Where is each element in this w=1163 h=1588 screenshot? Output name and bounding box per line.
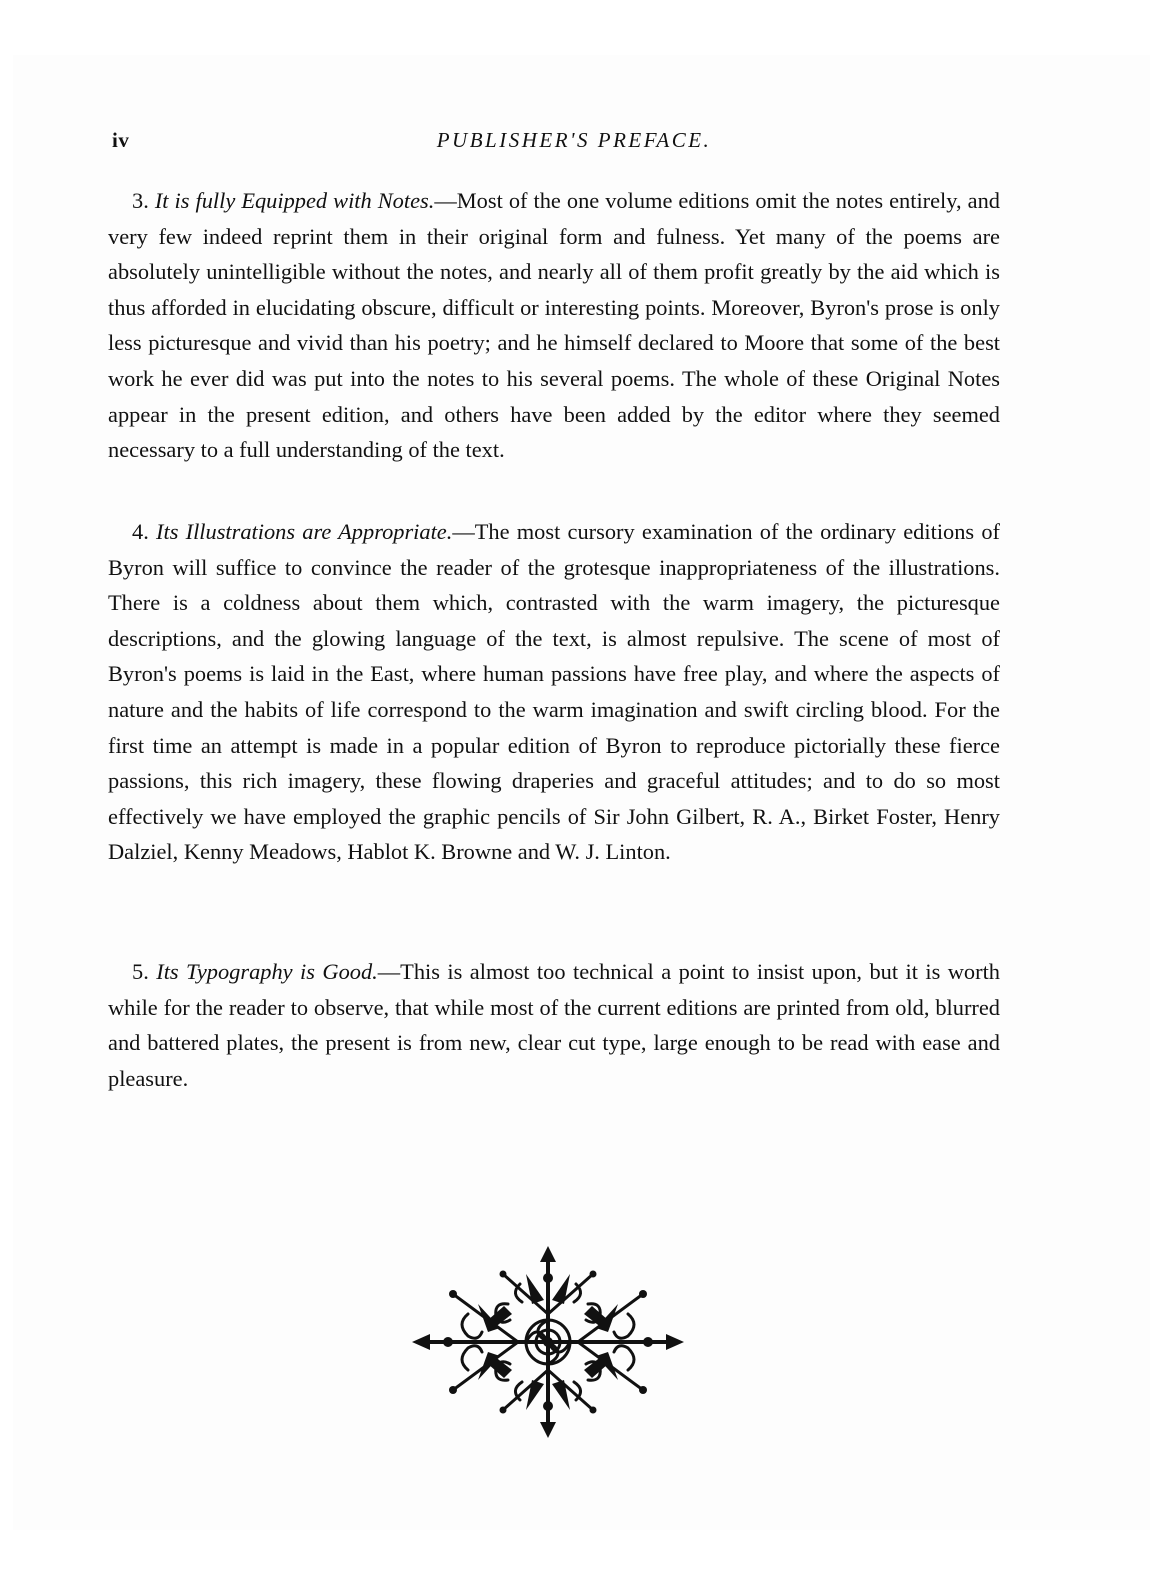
running-head-title: PUBLISHER'S PREFACE. xyxy=(436,128,712,152)
paragraph-body: —The most cursory examination of the ordinary editions of Byron will suffice to convince the reader of the grotesque inappropriateness of the illustrations. There is a coldness about them which, contrasted with the warm imagery, the picturesque descriptions, and the glowing language of the text, is almost repulsive. The scene of most of Byron's poems is laid in the East, where human passions have free play, and where the aspects of nature and the habits of life correspond to the warm imagination and swift circling blood. For the first time an attempt is made in a popular edition of Byron to reproduce pictorially these fierce passions, this rich imagery, these flowing draperies and graceful attitudes; and to do so most effectively we have employed the graphic pencils of Sir John Gilbert, R. A., Birket Foster, Henry Dalziel, Kenny Meadows, Hablot K. Browne and W. J. Linton. xyxy=(108,519,1000,865)
paragraph-body: —This is almost too technical a point to insist upon, but it is worth while for the reader to observe, that while most of the current editions are printed from old, blurred and battered plates, the present is from new, clear cut type, large enough to be read with ease and pleasure. xyxy=(108,959,1000,1091)
running-head xyxy=(108,128,1000,158)
paragraph-illustrations xyxy=(108,514,1000,870)
paragraph-lead-heading: Its Typography is Good. xyxy=(156,959,378,984)
floral-diamond-ornament-icon xyxy=(408,1244,688,1440)
paragraph-lead-heading: It is fully Equipped with Notes. xyxy=(154,188,435,213)
paragraph-notes xyxy=(108,183,1000,468)
paragraph-lead-heading: Its Illustrations are Appropriate. xyxy=(156,519,453,544)
paragraph-typography xyxy=(108,954,1000,1096)
paragraph-number: 3. xyxy=(132,188,149,213)
page-number: iv xyxy=(112,128,130,152)
paragraph-body: —Most of the one volume editions omit the notes entirely, and very few indeed reprint them in their original form and fulness. Yet many of the poems are absolutely unintelligible without the notes, and nearly all of them profit greatly by the aid which is thus afforded in elucidating obscure, difficult or interesting points. Moreover, Byron's prose is only less picturesque and vivid than his poetry; and he himself declared to Moore that some of the best work he ever did was put into the notes to his several poems. The whole of these Original Notes appear in the present edition, and others have been added by the editor where they seemed necessary to a full understanding of the text. xyxy=(108,188,1000,463)
paragraph-number: 5. xyxy=(132,959,149,984)
paragraph-number: 4. xyxy=(132,519,149,544)
